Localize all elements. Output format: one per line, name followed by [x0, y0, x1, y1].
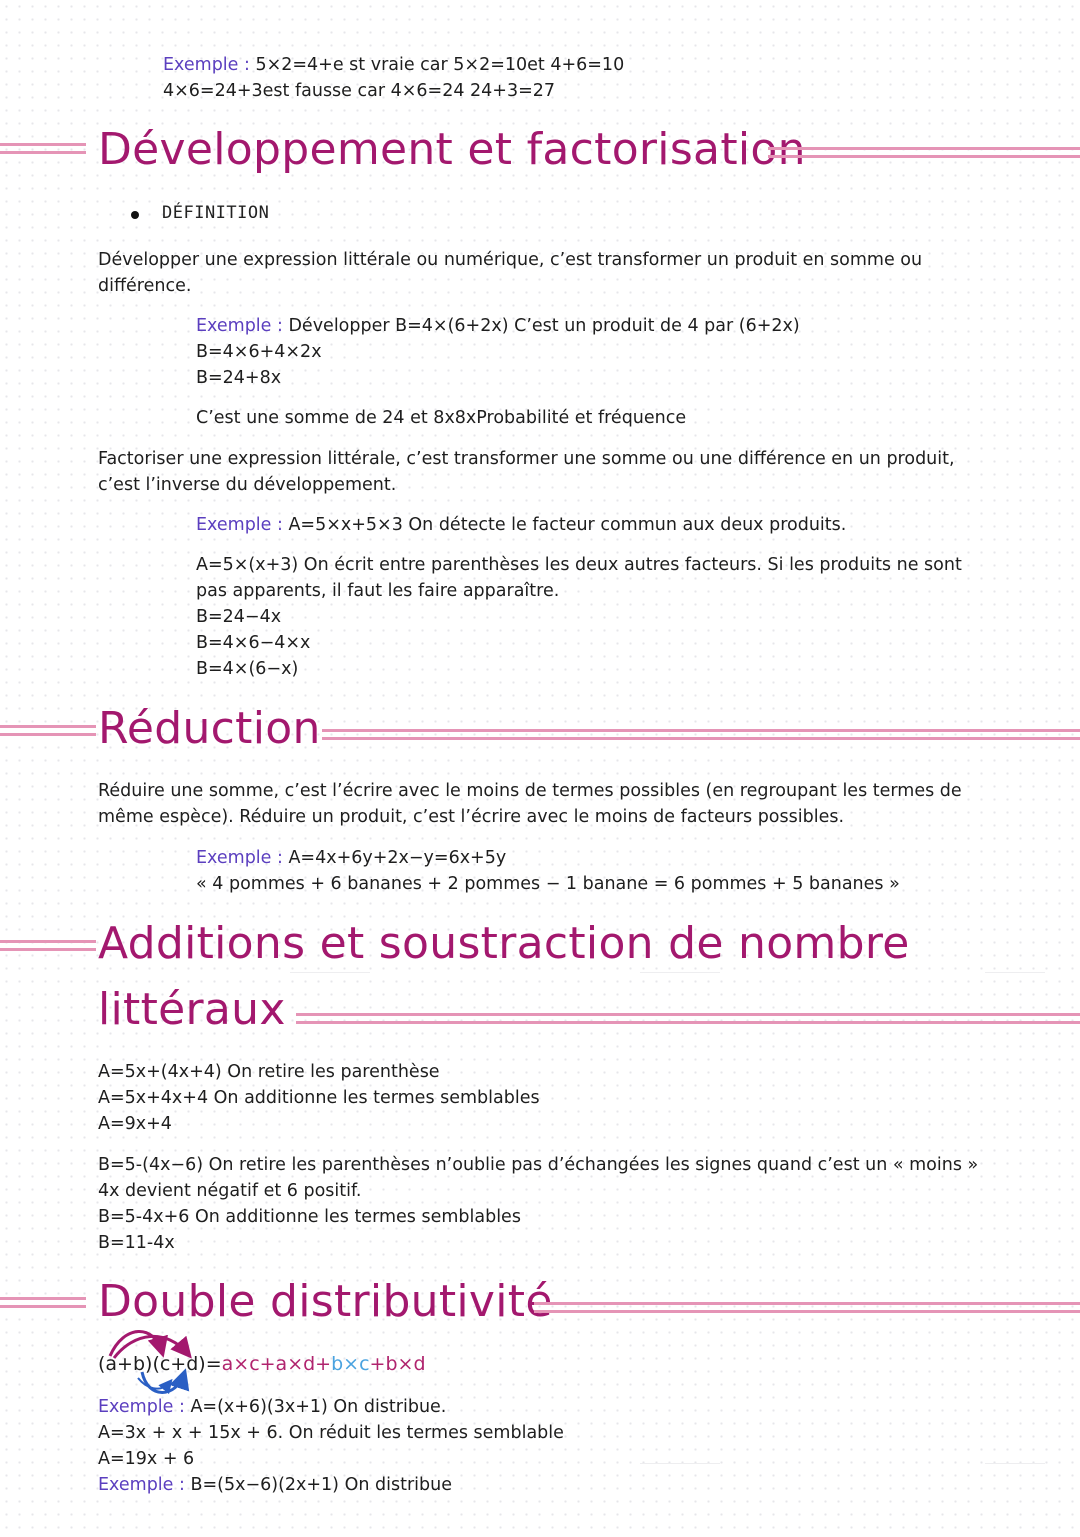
example-developper-line-1: Exemple : Développer B=4×(6+2x) C’est un produit de 4 par (6+2x) — [196, 316, 800, 336]
intro-example-line-2: 4×6=24+3est fausse car 4×6=24 24+3=27 — [163, 81, 556, 101]
definition-reduire-line-1: Réduire une somme, c’est l’écrire avec le moins de termes possibles (en regroupant les termes de — [98, 781, 962, 801]
example-reduire-line-2: « 4 pommes + 6 bananes + 2 pommes − 1 banane = 6 pommes + 5 bananes » — [196, 874, 900, 894]
example-factoriser-line-3: pas apparents, il faut les faire apparaître. — [196, 581, 560, 601]
additions-line-3: A=9x+4 — [98, 1114, 172, 1134]
additions-line-5: 4x devient négatif et 6 positif. — [98, 1181, 362, 1201]
definition-factoriser-line-1: Factoriser une expression littérale, c’est transformer une somme ou une différence en un produit, — [98, 449, 955, 469]
example-label: Exemple : — [196, 515, 283, 535]
additions-line-7: B=11-4x — [98, 1233, 175, 1253]
section-title-additions-line-1: Additions et soustraction de nombre — [98, 918, 910, 969]
faint-rule — [640, 1463, 720, 1464]
section-title-developpement: Développement et factorisation — [98, 124, 806, 175]
example-distribution-line-2: A=3x + x + 15x + 6. On réduit les termes semblable — [98, 1423, 564, 1443]
heading-rule-right — [322, 729, 1080, 740]
example-label: Exemple : — [98, 1475, 185, 1495]
faint-rule — [290, 972, 370, 973]
example-factoriser-line-5: B=4×6−4×x — [196, 633, 311, 653]
example-distribution-line-3: A=19x + 6 — [98, 1449, 195, 1469]
faint-rule — [640, 972, 720, 973]
definition-developper-line-1: Développer une expression littérale ou numérique, c’est transformer un produit en somme ou — [98, 250, 923, 270]
intro-example-line-1: Exemple : 5×2=4+e st vraie car 5×2=10et 4+6=10 — [163, 55, 625, 75]
faint-rule — [985, 972, 1045, 973]
example-factoriser-line-6: B=4×(6−x) — [196, 659, 299, 679]
example-developper-line-3: B=24+8x — [196, 368, 282, 388]
double-distributivity-formula: (a+b)(c+d)=a×c+a×d+b×c+b×d — [98, 1353, 426, 1375]
example-label: Exemple : — [196, 848, 283, 868]
definition-reduire-line-2: même espèce). Réduire un produit, c’est l’écrire avec le moins de facteurs possibles. — [98, 807, 845, 827]
definition-developper-line-2: différence. — [98, 276, 192, 296]
additions-line-4: B=5-(4x−6) On retire les parenthèses n’oublie pas d’échangées les signes quand c’est un « moins » — [98, 1155, 979, 1175]
example-factoriser-line-1: Exemple : A=5×x+5×3 On détecte le facteur commun aux deux produits. — [196, 515, 847, 535]
example-label: Exemple : — [196, 316, 283, 336]
additions-line-6: B=5-4x+6 On additionne les termes semblables — [98, 1207, 521, 1227]
definition-heading: DÉFINITION — [162, 203, 270, 223]
example-factoriser-line-4: B=24−4x — [196, 607, 282, 627]
example-reduire-line-1: Exemple : A=4x+6y+2x−y=6x+5y — [196, 848, 507, 868]
heading-rule-right — [768, 147, 1080, 158]
heading-rule-right — [534, 1302, 1080, 1313]
faint-rule — [985, 1463, 1045, 1464]
example-developper-line-2: B=4×6+4×2x — [196, 342, 322, 362]
example-distribution-line-4: Exemple : B=(5x−6)(2x+1) On distribue — [98, 1475, 452, 1495]
definition-factoriser-line-2: c’est l’inverse du développement. — [98, 475, 397, 495]
heading-rule-left — [0, 940, 96, 951]
example-factoriser-line-2: A=5×(x+3) On écrit entre parenthèses les deux autres facteurs. Si les produits ne sont — [196, 555, 962, 575]
section-title-reduction: Réduction — [98, 703, 321, 754]
example-label: Exemple : — [98, 1397, 185, 1417]
section-title-additions-line-2: littéraux — [98, 984, 286, 1035]
additions-line-2: A=5x+4x+4 On additionne les termes semblables — [98, 1088, 540, 1108]
bullet — [131, 211, 139, 219]
example-developper-line-4: C’est une somme de 24 et 8x8xProbabilité et fréquence — [196, 408, 687, 428]
heading-rule-left — [0, 725, 96, 736]
heading-rule-right — [296, 1013, 1080, 1024]
example-label: Exemple : — [163, 55, 250, 75]
section-title-double-distributivite: Double distributivité — [98, 1276, 553, 1327]
additions-line-1: A=5x+(4x+4) On retire les parenthèse — [98, 1062, 440, 1082]
heading-rule-left — [0, 1297, 86, 1308]
example-distribution-line-1: Exemple : A=(x+6)(3x+1) On distribue. — [98, 1397, 447, 1417]
heading-rule-left — [0, 143, 86, 154]
